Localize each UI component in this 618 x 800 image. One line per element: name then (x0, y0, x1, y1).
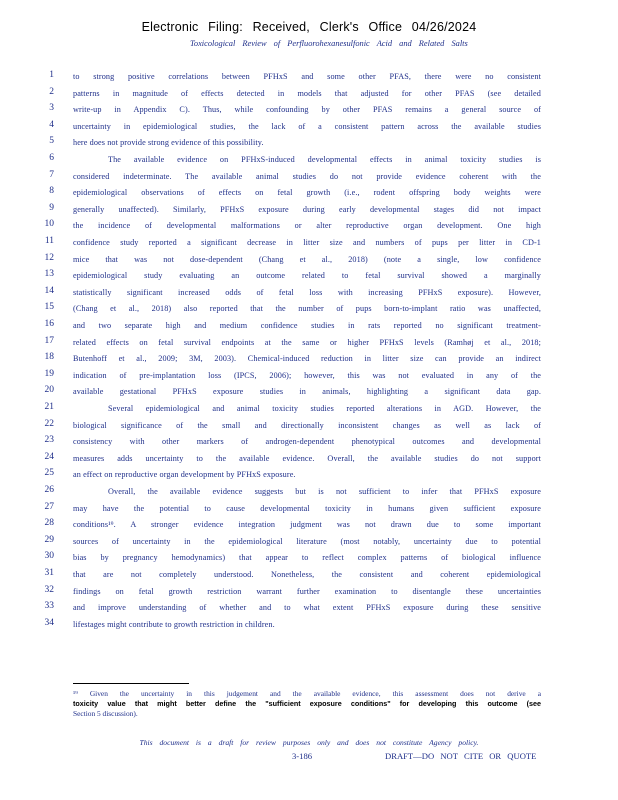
line-number: 28 (44, 518, 54, 529)
text-line (0, 153, 618, 169)
line-text: Several epidemiological and animal toxicity studies reported alterations in AGD. However, the (108, 404, 541, 413)
text-line (0, 568, 618, 584)
line-number: 17 (44, 335, 54, 346)
text-line (0, 551, 618, 567)
text-line (0, 468, 618, 484)
filing-stamp: Electronic Filing: Received, Clerk's Office 04/26/2024 (141, 20, 477, 34)
line-text: that are not completely understood. Nonetheless, the consistent and coherent epidemiological (73, 570, 541, 579)
line-text: indication of pre-implantation loss (IPCS, 2006); however, this was not evaluated in any of the (73, 370, 541, 380)
line-number: 22 (44, 418, 54, 429)
line-number: 20 (44, 385, 54, 396)
text-line (0, 319, 618, 335)
line-text: available gestational PFHxS exposure studies in animals, highlighting a significant data gap. (73, 387, 541, 397)
page-number: 3-186 (292, 751, 313, 761)
line-number: 16 (44, 319, 54, 329)
line-number: 30 (44, 551, 54, 562)
line-text: statistically significant increased odds of fetal loss with increasing PFHxS exposure). However, (73, 287, 541, 297)
text-line (0, 286, 618, 302)
footnote-line: Section 5 discussion). (73, 709, 138, 718)
footnote-line: toxicity value that might better define the "sufficient exposure conditions" for developing this outcome (see (73, 699, 541, 708)
line-text: and improve understanding of whether and to what extent PFHxS exposure during these sensitive (73, 603, 541, 613)
line-number: 24 (44, 451, 54, 462)
line-text: mice that was not dose-dependent (Chang et al., 2018) (note a single, low confidence (73, 254, 541, 264)
text-line (0, 302, 618, 318)
line-number: 19 (44, 368, 54, 379)
line-text: epidemiological observations of effects on fetal growth (i.e., rodent offspring body weights were (73, 188, 541, 198)
footnote-divider (73, 683, 189, 684)
line-number: 31 (44, 568, 54, 578)
text-line (0, 518, 618, 534)
text-line (0, 502, 618, 518)
footnote (73, 689, 541, 719)
line-number: 5 (49, 136, 54, 147)
line-number: 34 (44, 617, 54, 628)
text-line (0, 535, 618, 551)
line-text: uncertainty in epidemiological studies, the lack of a consistent pattern across the available studies (73, 121, 541, 131)
text-line (0, 103, 618, 119)
line-text: considered indeterminate. The available animal studies do not provide evidence coherent with the (73, 171, 541, 181)
line-text: measures adds uncertainty to the available evidence. Overall, the available studies do not support (73, 453, 541, 463)
text-line (0, 419, 618, 435)
text-line (0, 385, 618, 401)
draft-notice: DRAFT—DO NOT CITE OR QUOTE (385, 751, 537, 761)
line-text: consistency with other markers of androgen-dependent phenotypical outcomes and developmental (73, 437, 541, 447)
text-line (0, 236, 618, 252)
line-number: 15 (44, 302, 54, 313)
line-number: 21 (44, 402, 54, 412)
line-number: 2 (49, 86, 54, 97)
line-text: related effects on fetal survival endpoints at the same or higher PFHxS levels (Ramhøj et al., 2018; (73, 337, 541, 347)
line-text: here does not provide strong evidence of this possibility. (73, 138, 264, 148)
line-number: 10 (44, 219, 54, 230)
line-number: 32 (44, 584, 54, 595)
line-number: 8 (49, 186, 54, 197)
footnote-line: ¹⁹ Given the uncertainty in this judgement and the available evidence, this assessment does not derive a (73, 689, 541, 698)
line-number: 26 (44, 485, 54, 495)
line-number: 1 (49, 70, 54, 80)
line-text: the incidence of developmental malformations or alter reproductive organ development. One high (73, 221, 541, 231)
line-text: biological significance of the small and directionally inconsistent changes as well as lack of (73, 420, 541, 430)
line-text: patterns in magnitude of effects detected in models that adjusted for other PFAS (see detailed (73, 88, 541, 98)
line-text: and two separate high and medium confidence studies in rats reported no significant treatment- (73, 321, 541, 330)
line-text: Overall, the available evidence suggests but is not sufficient to infer that PFHxS exposure (108, 487, 541, 496)
line-text: to strong positive correlations between PFHxS and some other PFAS, there were no consistent (73, 72, 541, 81)
line-number: 9 (49, 202, 54, 213)
line-number: 29 (44, 534, 54, 545)
line-text: findings on fetal growth restriction warrant further examination to disentangle these uncertainties (73, 586, 541, 596)
line-number: 13 (44, 269, 54, 280)
text-line (0, 219, 618, 235)
line-number: 33 (44, 601, 54, 612)
text-line (0, 618, 618, 634)
line-text: epidemiological study evaluating an outcome related to fetal survival showed a marginally (73, 271, 541, 281)
line-text: generally unaffected). Similarly, PFHxS exposure during early developmental stages did not impact (73, 204, 541, 214)
text-line (0, 70, 618, 86)
text-line (0, 203, 618, 219)
line-text: (Chang et al., 2018) also reported that the number of pups born-to-implant ratio was unaffected, (73, 304, 541, 314)
running-title: Toxicological Review of Perfluorohexanesulfonic Acid and Related Salts (190, 39, 468, 48)
text-line (0, 452, 618, 468)
line-number: 27 (44, 501, 54, 512)
line-text: bias by pregnancy hemodynamics) that appear to reflect complex patterns of biological influence (73, 553, 541, 563)
line-text: conditions¹⁹. A stronger evidence integration judgment was not drawn due to some important (73, 520, 541, 530)
text-line (0, 352, 618, 368)
line-text: an effect on reproductive organ development by PFHxS exposure. (73, 470, 296, 480)
line-text: write-up in Appendix C). Thus, while confounding by other PFAS remains a general source of (73, 105, 541, 115)
text-line (0, 269, 618, 285)
line-text: lifestages might contribute to growth restriction in children. (73, 619, 275, 629)
line-number: 12 (44, 252, 54, 263)
line-number: 18 (44, 352, 54, 363)
draft-disclaimer: This document is a draft for review purposes only and does not constitute Agency policy. (139, 738, 479, 747)
text-line (0, 170, 618, 186)
line-number: 4 (49, 119, 54, 130)
line-number: 3 (49, 103, 54, 114)
line-number: 25 (44, 468, 54, 479)
text-line (0, 601, 618, 617)
line-number: 6 (49, 153, 54, 163)
text-line (0, 253, 618, 269)
line-text: may have the potential to cause developmental toxicity in humans given sufficient exposure (73, 503, 541, 513)
text-line (0, 136, 618, 152)
text-line (0, 369, 618, 385)
text-line (0, 120, 618, 136)
line-number: 23 (44, 435, 54, 446)
text-line (0, 87, 618, 103)
text-line (0, 402, 618, 418)
text-line (0, 186, 618, 202)
text-line (0, 435, 618, 451)
line-text: confidence study reported a significant decrease in litter size and numbers of pups per litter in CD-1 (73, 238, 541, 247)
line-number: 11 (44, 236, 54, 246)
line-number: 7 (49, 169, 54, 180)
text-line (0, 336, 618, 352)
text-line (0, 485, 618, 501)
text-line (0, 585, 618, 601)
line-text: sources of uncertainty in the epidemiological literature (most notably, uncertainty due to potential (73, 536, 541, 546)
line-text: The available evidence on PFHxS-induced developmental effects in animal toxicity studies is (108, 155, 541, 164)
line-text: Butenhoff et al., 2009; 3M, 2003). Chemical-induced reduction in litter size can provide an indirect (73, 354, 541, 364)
line-number: 14 (44, 285, 54, 296)
